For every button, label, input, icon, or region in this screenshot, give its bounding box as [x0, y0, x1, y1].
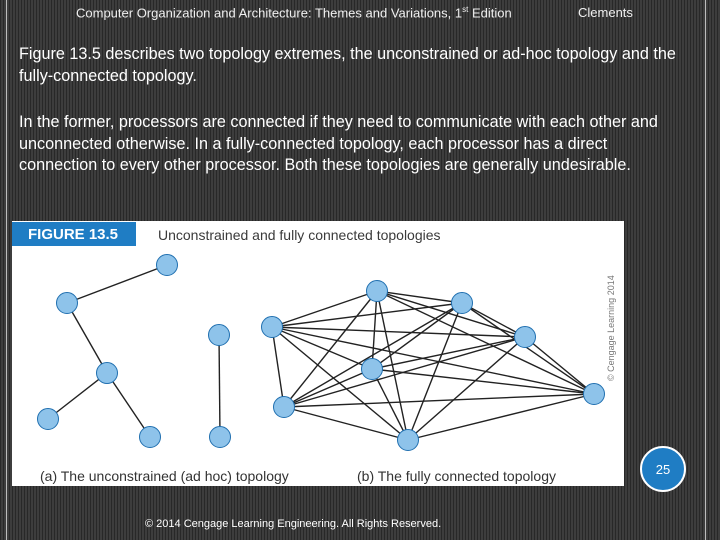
- full-edge: [372, 291, 377, 369]
- full-edge: [372, 369, 408, 440]
- caption-adhoc: (a) The unconstrained (ad hoc) topology: [40, 468, 289, 484]
- adhoc-edges: [48, 265, 220, 437]
- paragraph-detail: In the former, processors are connected if they need to communicate with each other and unconnected otherwise. In a fully-connected topology, each processor has a direct connection to every other processor. Both these topologies are generally undesirable.: [19, 113, 658, 174]
- full-processor-node: [398, 430, 419, 451]
- header-author: Clements: [578, 5, 633, 20]
- paragraph-intro: Figure 13.5 describes two topology extremes, the unconstrained or ad-hoc topology and the fully-connected topology.: [19, 45, 676, 85]
- figure-title: Unconstrained and fully connected topologies: [158, 227, 441, 243]
- figure-label: FIGURE 13.5: [28, 226, 119, 243]
- full-edge: [284, 407, 408, 440]
- adhoc-processor-node: [157, 255, 178, 276]
- topology-diagram: [12, 221, 624, 486]
- footer-copyright: © 2014 Cengage Learning Engineering. All Rights Reserved.: [145, 518, 442, 530]
- adhoc-edge: [67, 303, 107, 373]
- full-edge: [377, 291, 594, 394]
- full-edge: [408, 337, 525, 440]
- full-edge: [272, 327, 372, 369]
- adhoc-processor-node: [38, 409, 59, 430]
- adhoc-edge: [67, 265, 167, 303]
- adhoc-edge: [107, 373, 150, 437]
- figure-credit: © Cengage Learning 2014: [606, 275, 616, 381]
- full-processor-node: [362, 359, 383, 380]
- full-processor-node: [584, 384, 605, 405]
- figure-13-5: [12, 221, 624, 486]
- adhoc-processor-node: [97, 363, 118, 384]
- full-edge: [272, 327, 284, 407]
- adhoc-processor-node: [57, 293, 78, 314]
- full-edge: [284, 369, 372, 407]
- header-title: Computer Organization and Architecture: Themes and Variations, 1st Edition: [76, 5, 512, 21]
- caption-fully-connected: (b) The fully connected topology: [357, 468, 556, 484]
- full-processor-node: [452, 293, 473, 314]
- page-number-badge: 25: [640, 446, 686, 492]
- full-edge: [284, 303, 462, 407]
- adhoc-processor-node: [210, 427, 231, 448]
- full-processor-node: [367, 281, 388, 302]
- full-processor-node: [515, 327, 536, 348]
- full-processor-node: [262, 317, 283, 338]
- adhoc-processor-node: [209, 325, 230, 346]
- full-edge: [272, 291, 377, 327]
- adhoc-processor-node: [140, 427, 161, 448]
- adhoc-edge: [48, 373, 107, 419]
- full-processor-node: [274, 397, 295, 418]
- full-edge: [372, 369, 594, 394]
- full-edges: [272, 291, 594, 440]
- adhoc-edge: [219, 335, 220, 437]
- adhoc-nodes: [38, 255, 231, 448]
